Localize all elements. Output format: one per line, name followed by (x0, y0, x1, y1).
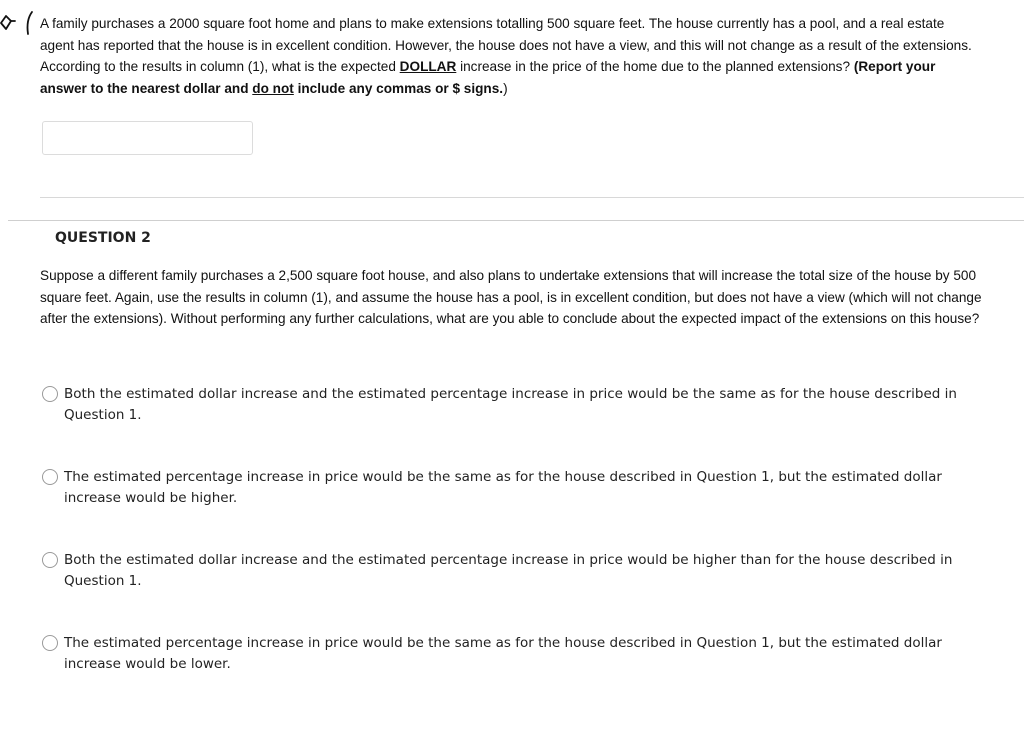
option-label: Both the estimated dollar increase and the estimated percentage increase in price would be higher than for the house described in Question 1. (64, 552, 953, 589)
radio-button[interactable] (42, 552, 58, 568)
question-1-text (40, 13, 980, 99)
question-2-text: Suppose a different family purchases a 2,500 square foot house, and also plans to undertake extensions that will increase the total size of the house by 500 square feet. Again, use the results in column (1), and assume the house has a pool, is in excellent condition, but does not have a view (which will not change after the extensions). Without performing any further calculations, what are you able to conclude about the expected impact of the extensions on this house? (40, 268, 982, 326)
option-label: The estimated percentage increase in price would be the same as for the house described in Question 1, but the estimated dollar increase would be lower. (64, 635, 942, 672)
report-instruction-end: include any commas or $ signs. (293, 80, 504, 96)
radio-button[interactable] (42, 386, 58, 402)
question-divider (8, 220, 1024, 221)
question-1-scenario: A family purchases a 2000 square foot home and plans to make extensions totalling 500 square feet. The house currently has a pool, and a real estate agent has reported that the house is in excellent condition. However, the house does not have a view, and this will not change as a result of the extensions. (40, 16, 972, 53)
prompt-text-start: According to the results in column (1), what is the expected (40, 59, 400, 74)
question-2-heading: QUESTION 2 (55, 230, 151, 246)
do-not-emphasis: do not (252, 80, 294, 96)
option-label: The estimated percentage increase in price would be the same as for the house described in Question 1, but the estimated dollar increase would be higher. (64, 469, 942, 506)
option-label: Both the estimated dollar increase and the estimated percentage increase in price would be the same as for the house described in Question 1. (64, 386, 957, 423)
prompt-text-mid: increase in the price of the home due to the planned extensions? (456, 59, 854, 74)
answer-input[interactable] (42, 121, 253, 155)
radio-button[interactable] (42, 635, 58, 651)
radio-button[interactable] (42, 469, 58, 485)
closing-paren: ) (503, 80, 508, 96)
handwritten-q1-annotation-icon (0, 10, 40, 40)
dollar-emphasis: DOLLAR (399, 59, 457, 74)
question-1-prompt (40, 56, 980, 99)
report-instruction: (Report your answer to the nearest dollar and (40, 59, 936, 96)
divider (40, 197, 1024, 198)
